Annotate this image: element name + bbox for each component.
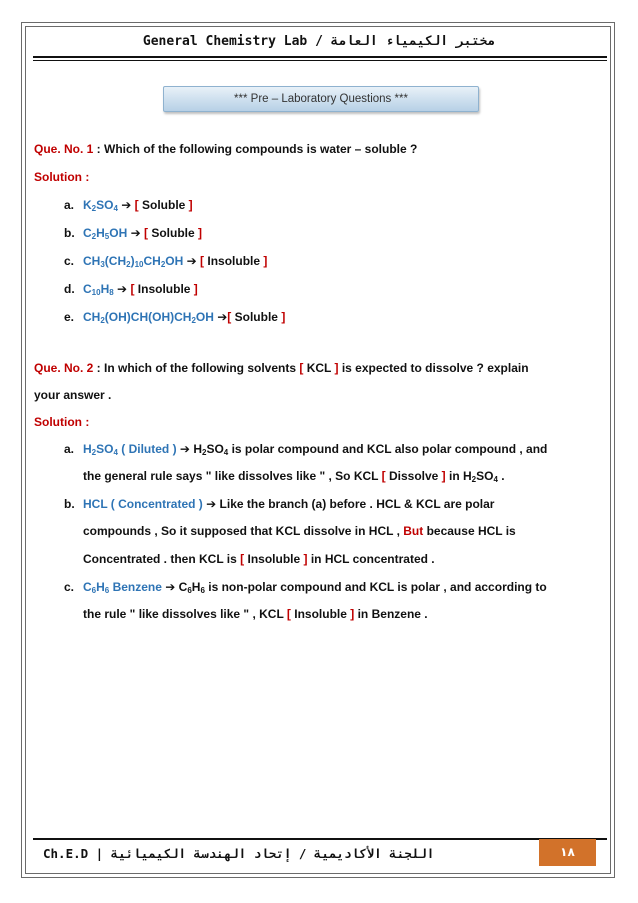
q2-bracket-left: [	[299, 361, 307, 375]
q1-list-item	[83, 309, 285, 329]
formula-part: SO	[96, 442, 114, 456]
q2c-line1-text: is non-polar compound and KCL is polar , and according to	[204, 580, 547, 594]
arrow-icon: ➔	[127, 226, 144, 240]
formula-subscript: 2	[91, 448, 97, 457]
formula-part: H	[193, 442, 202, 456]
bracket-left: [	[134, 198, 142, 212]
page-number: ١٨	[539, 839, 596, 866]
q2b-result: Insoluble	[247, 552, 301, 566]
formula-part: C	[83, 580, 92, 594]
q2-kcl: KCL	[306, 361, 332, 375]
q1-item-result: Soluble	[151, 226, 195, 240]
formula-part: CH	[143, 254, 161, 268]
q2a-result: Dissolve	[388, 469, 439, 483]
formula-subscript: 6	[91, 586, 97, 595]
formula-subscript: 2	[100, 316, 105, 325]
formula-subscript: 6	[200, 586, 205, 595]
q2a-line-1	[83, 441, 547, 461]
q2c-line2-tail: in Benzene .	[354, 607, 428, 621]
arrow-icon: ➔	[117, 198, 135, 212]
formula-part: H	[96, 226, 105, 240]
q2b-line-3	[83, 551, 435, 567]
arrow-icon: ➔	[113, 282, 131, 296]
formula-subscript: 2	[191, 316, 196, 325]
q2a-formula	[83, 442, 118, 456]
formula-subscript: 6	[104, 586, 110, 595]
q1-item-result: Soluble	[142, 198, 186, 212]
formula-part: CH	[83, 254, 101, 268]
arrow-icon: ➔	[202, 497, 220, 511]
formula-subscript: 2	[160, 260, 166, 269]
q2a-solvent: ( Diluted )	[117, 442, 177, 456]
q2c-line2-text: the rule " like dissolves like " , KCL	[83, 607, 287, 621]
q2c-line1-formula	[179, 580, 205, 594]
q2a-sub-2: 4	[493, 475, 498, 484]
question-2-text-after: is expected to dissolve ? explain	[338, 361, 529, 375]
formula-part: SO	[206, 442, 224, 456]
q2b-line1-text: Like the branch (a) before . HCL & KCL are polar	[219, 497, 495, 511]
formula-part: H	[96, 580, 105, 594]
q1-item-result: Soluble	[234, 310, 278, 324]
bracket-right: ]	[194, 226, 203, 240]
q2a-bracket-right: ]	[438, 469, 446, 483]
q2c-marker: c.	[64, 580, 75, 594]
formula-part: C	[178, 580, 188, 594]
q1-item-formula	[83, 282, 114, 296]
formula-subscript: 10	[134, 260, 144, 269]
arrow-icon: ➔	[161, 580, 179, 594]
header-rule-top	[33, 56, 607, 58]
q2c-bracket-left: [	[286, 607, 295, 621]
q2c-bracket-right: ]	[346, 607, 355, 621]
q2a-line2-end: .	[497, 469, 505, 483]
bracket-left: [	[143, 226, 152, 240]
bracket-left: [	[200, 254, 208, 268]
q1-item-formula	[83, 254, 183, 268]
q2b-bracket-left: [	[240, 552, 248, 566]
formula-subscript: 4	[223, 448, 229, 457]
q2a-line1-text: is polar compound and KCL also polar compound , and	[228, 442, 548, 456]
formula-part: C	[83, 282, 92, 296]
q1-item-formula	[83, 198, 118, 212]
formula-part: H	[191, 580, 201, 594]
q2a-line-2	[83, 468, 505, 488]
q2c-line-2	[83, 606, 428, 622]
q1-item-formula	[83, 226, 127, 240]
formula-part: SO	[96, 198, 114, 212]
q1-item-marker: b.	[64, 226, 75, 240]
q2b-line-2	[83, 523, 516, 539]
q1-solution-label: Solution :	[34, 170, 90, 184]
q2a-line2-text: the general rule says " like dissolves like " , So KCL	[83, 469, 382, 483]
formula-part: OH	[195, 310, 214, 324]
q1-item-formula	[83, 310, 214, 324]
q1-item-result: Insoluble	[207, 254, 261, 268]
formula-subscript: 10	[91, 288, 101, 297]
formula-part: (OH)CH(OH)CH	[104, 310, 192, 324]
question-2-label: Que. No. 2	[34, 361, 94, 375]
formula-subscript: 3	[100, 260, 105, 269]
q2a-marker: a.	[64, 442, 75, 456]
page-header-title: General Chemistry Lab / مختبر الكيمياء العامة	[142, 34, 496, 49]
q1-list-item	[83, 225, 202, 245]
formula-subscript: 2	[126, 260, 131, 269]
q1-item-marker: e.	[64, 310, 75, 324]
q2a-line2-tail: in H	[445, 469, 472, 483]
bracket-right: ]	[277, 310, 286, 324]
formula-part: OH	[109, 226, 128, 240]
formula-part: H	[83, 442, 92, 456]
formula-subscript: 2	[91, 232, 97, 241]
section-banner: *** Pre – Laboratory Questions ***	[163, 86, 479, 112]
bracket-left: [	[130, 282, 138, 296]
q2b-line3-tail: in HCL concentrated .	[307, 552, 435, 566]
q2a-sub-1: 2	[471, 475, 477, 484]
formula-part: H	[100, 282, 110, 296]
formula-subscript: 6	[187, 586, 192, 595]
q2b-bracket-right: ]	[300, 552, 308, 566]
q2b-name: HCL ( Concentrated )	[83, 497, 203, 511]
q1-list-item	[83, 197, 193, 217]
footer-text: Ch.E.D | اللجنة الأكاديمية / إتحاد الهندسة الكيميائية	[43, 846, 435, 861]
footer-rule	[33, 838, 607, 840]
question-1	[34, 141, 417, 157]
q2b-line-1	[83, 496, 494, 512]
q2b-but: But	[403, 524, 424, 538]
formula-part: C	[83, 226, 92, 240]
formula-subscript: 4	[113, 448, 118, 457]
q1-item-marker: c.	[64, 254, 75, 268]
q2b-line3-text: Concentrated . then KCL is	[83, 552, 241, 566]
bracket-right: ]	[260, 254, 268, 268]
question-2-text-before: : In which of the following solvents	[93, 361, 300, 375]
q1-item-marker: d.	[64, 282, 75, 296]
q2-bracket-right: ]	[331, 361, 339, 375]
q1-list-item	[83, 281, 198, 301]
q2b-line2-tail: because HCL is	[423, 524, 516, 538]
bracket-right: ]	[185, 198, 193, 212]
question-2	[34, 360, 529, 376]
q2b-marker: b.	[64, 497, 75, 511]
q2c-line-1	[83, 579, 547, 599]
q2a-line1-formula	[193, 442, 228, 456]
formula-part: K	[83, 198, 92, 212]
q2a-bracket-left: [	[381, 469, 389, 483]
formula-part: )	[130, 254, 135, 268]
formula-part: OH	[165, 254, 184, 268]
q1-list-item	[83, 253, 267, 273]
header-rule-bottom	[33, 60, 607, 61]
question-1-label: Que. No. 1	[34, 142, 94, 156]
formula-subscript: 8	[109, 288, 114, 297]
formula-part: (CH	[104, 254, 127, 268]
arrow-icon: ➔	[213, 310, 228, 324]
formula-subscript: 5	[104, 232, 110, 241]
q2c-name: Benzene	[109, 580, 162, 594]
q2b-line2-text: compounds , So it supposed that KCL dissolve in HCL ,	[83, 524, 404, 538]
q2-solution-label: Solution :	[34, 415, 90, 429]
bracket-right: ]	[190, 282, 198, 296]
arrow-icon: ➔	[183, 254, 201, 268]
question-2-line-2: your answer .	[34, 388, 112, 402]
q2a-line2-tail-mid: SO	[476, 469, 494, 483]
bracket-left: [	[227, 310, 235, 324]
q1-item-result: Insoluble	[137, 282, 191, 296]
arrow-icon: ➔	[176, 442, 194, 456]
q1-item-marker: a.	[64, 198, 75, 212]
formula-subscript: 4	[113, 204, 118, 213]
formula-subscript: 2	[91, 204, 97, 213]
question-1-text: : Which of the following compounds is water – soluble ?	[93, 142, 418, 156]
q2c-formula	[83, 580, 109, 594]
formula-part: CH	[83, 310, 101, 324]
q2c-result: Insoluble	[294, 607, 347, 621]
formula-subscript: 2	[202, 448, 207, 457]
